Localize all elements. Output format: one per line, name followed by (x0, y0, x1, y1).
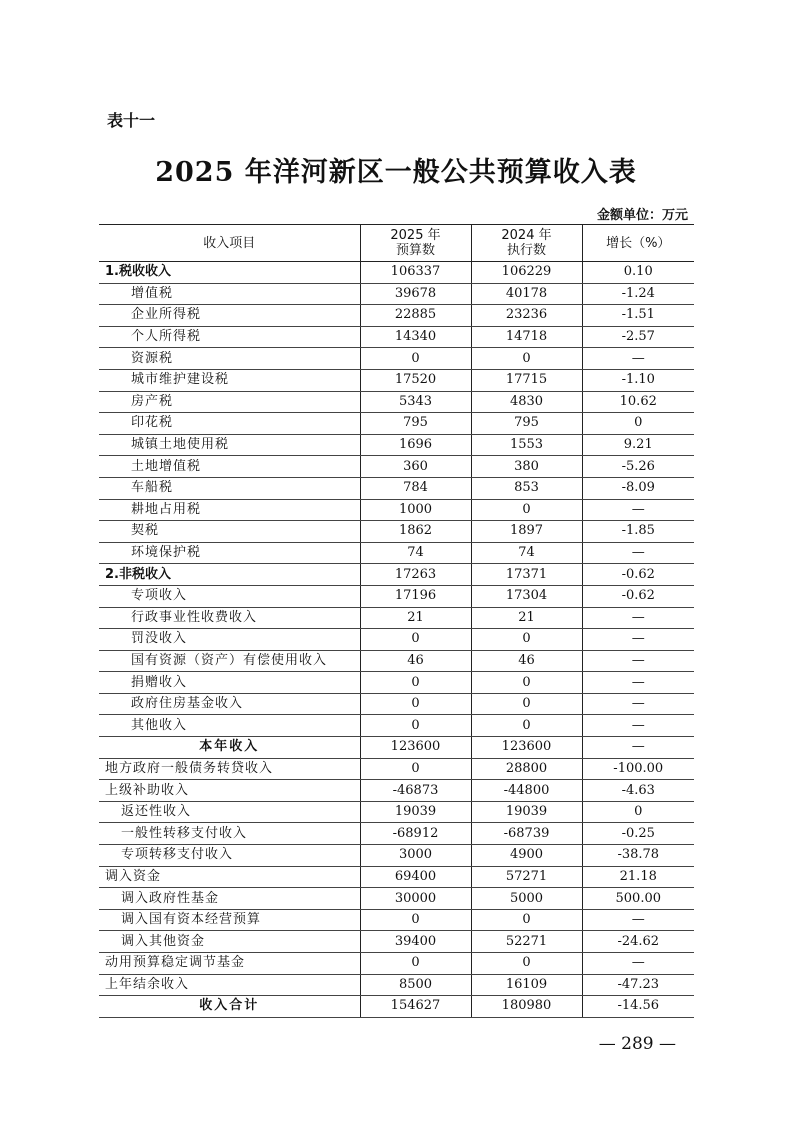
table-row (99, 477, 694, 499)
cell-item: 调入政府性基金 (99, 888, 360, 910)
table-label: 表十一 (107, 111, 156, 130)
cell-actual-2024: 0 (471, 715, 582, 737)
cell-budget-2025: 154627 (360, 996, 471, 1018)
table-row (99, 542, 694, 564)
table-row (99, 585, 694, 607)
cell-growth: -0.62 (582, 585, 694, 607)
cell-budget-2025: 1862 (360, 521, 471, 543)
cell-item: 个人所得税 (99, 326, 360, 348)
table-row (99, 607, 694, 629)
table-row (99, 888, 694, 910)
cell-item: 环境保护税 (99, 542, 360, 564)
cell-actual-2024: 16109 (471, 974, 582, 996)
cell-growth: — (582, 499, 694, 521)
cell-item: 1.税收收入 (99, 262, 360, 284)
cell-actual-2024: 380 (471, 456, 582, 478)
cell-item: 上级补助收入 (99, 780, 360, 802)
cell-actual-2024: 0 (471, 629, 582, 651)
cell-item: 专项收入 (99, 585, 360, 607)
cell-actual-2024: 4900 (471, 845, 582, 867)
cell-growth: -5.26 (582, 456, 694, 478)
cell-actual-2024: 28800 (471, 758, 582, 780)
cell-growth: -8.09 (582, 477, 694, 499)
cell-growth: -0.62 (582, 564, 694, 586)
cell-budget-2025: 30000 (360, 888, 471, 910)
cell-actual-2024: 17371 (471, 564, 582, 586)
document-title: 2025 年洋河新区一般公共预算收入表 (155, 157, 637, 188)
cell-budget-2025: 17520 (360, 369, 471, 391)
table-row (99, 780, 694, 802)
cell-item: 土地增值税 (99, 456, 360, 478)
cell-budget-2025: 5343 (360, 391, 471, 413)
cell-budget-2025: 14340 (360, 326, 471, 348)
cell-growth: 21.18 (582, 866, 694, 888)
table-body (99, 262, 694, 1018)
cell-growth: -0.25 (582, 823, 694, 845)
cell-actual-2024: 46 (471, 650, 582, 672)
cell-budget-2025: 0 (360, 715, 471, 737)
cell-budget-2025: 795 (360, 413, 471, 435)
table-header-row (99, 225, 694, 262)
cell-actual-2024: 0 (471, 953, 582, 975)
cell-growth: -2.57 (582, 326, 694, 348)
cell-budget-2025: 0 (360, 758, 471, 780)
table-row (99, 909, 694, 931)
table-row (99, 693, 694, 715)
table-row (99, 456, 694, 478)
cell-item: 一般性转移支付收入 (99, 823, 360, 845)
cell-budget-2025: 106337 (360, 262, 471, 284)
cell-actual-2024: 106229 (471, 262, 582, 284)
cell-item: 2.非税收入 (99, 564, 360, 586)
header-item: 收入项目 (99, 225, 360, 262)
table-row (99, 974, 694, 996)
cell-budget-2025: 123600 (360, 737, 471, 759)
table-row (99, 931, 694, 953)
cell-item: 城镇土地使用税 (99, 434, 360, 456)
cell-budget-2025: 21 (360, 607, 471, 629)
cell-actual-2024: 19039 (471, 801, 582, 823)
cell-item: 国有资源（资产）有偿使用收入 (99, 650, 360, 672)
cell-item: 调入国有资本经营预算 (99, 909, 360, 931)
cell-actual-2024: 1553 (471, 434, 582, 456)
cell-growth: -100.00 (582, 758, 694, 780)
revenue-table-container (99, 224, 694, 1018)
cell-actual-2024: 21 (471, 607, 582, 629)
table-row (99, 996, 694, 1018)
cell-growth: 500.00 (582, 888, 694, 910)
cell-item: 上年结余收入 (99, 974, 360, 996)
table-row (99, 369, 694, 391)
header-actual-2024-line1: 2024 年 (501, 228, 552, 243)
cell-budget-2025: 1000 (360, 499, 471, 521)
header-budget-2025-line1: 2025 年 (390, 228, 441, 243)
cell-actual-2024: 0 (471, 909, 582, 931)
cell-budget-2025: 0 (360, 953, 471, 975)
cell-budget-2025: 46 (360, 650, 471, 672)
table-row (99, 845, 694, 867)
cell-item: 专项转移支付收入 (99, 845, 360, 867)
cell-growth: — (582, 607, 694, 629)
cell-item: 车船税 (99, 477, 360, 499)
cell-budget-2025: -68912 (360, 823, 471, 845)
cell-budget-2025: 39678 (360, 283, 471, 305)
cell-actual-2024: 795 (471, 413, 582, 435)
cell-growth: — (582, 693, 694, 715)
cell-actual-2024: 17715 (471, 369, 582, 391)
cell-budget-2025: 19039 (360, 801, 471, 823)
cell-growth: — (582, 909, 694, 931)
cell-item: 返还性收入 (99, 801, 360, 823)
cell-growth: — (582, 629, 694, 651)
cell-growth: -1.51 (582, 305, 694, 327)
cell-budget-2025: 17196 (360, 585, 471, 607)
cell-item: 动用预算稳定调节基金 (99, 953, 360, 975)
cell-budget-2025: 17263 (360, 564, 471, 586)
cell-growth: -38.78 (582, 845, 694, 867)
cell-growth: — (582, 953, 694, 975)
unit-note: 金额单位：万元 (596, 208, 688, 223)
cell-growth: -1.10 (582, 369, 694, 391)
table-row (99, 715, 694, 737)
table-row (99, 866, 694, 888)
cell-actual-2024: 123600 (471, 737, 582, 759)
table-row (99, 758, 694, 780)
cell-item: 地方政府一般债务转贷收入 (99, 758, 360, 780)
table-row (99, 521, 694, 543)
table-row (99, 564, 694, 586)
cell-budget-2025: 22885 (360, 305, 471, 327)
cell-budget-2025: 69400 (360, 866, 471, 888)
table-row (99, 348, 694, 370)
cell-actual-2024: 0 (471, 348, 582, 370)
cell-item: 增值税 (99, 283, 360, 305)
cell-budget-2025: 74 (360, 542, 471, 564)
cell-growth: 0 (582, 801, 694, 823)
cell-item: 捐赠收入 (99, 672, 360, 694)
cell-item: 本年收入 (99, 737, 360, 759)
table-row (99, 413, 694, 435)
cell-budget-2025: 0 (360, 693, 471, 715)
cell-growth: -1.24 (582, 283, 694, 305)
header-actual-2024 (471, 225, 582, 262)
cell-budget-2025: 0 (360, 672, 471, 694)
cell-actual-2024: 74 (471, 542, 582, 564)
cell-actual-2024: 0 (471, 499, 582, 521)
table-row (99, 434, 694, 456)
cell-actual-2024: -68739 (471, 823, 582, 845)
cell-actual-2024: 4830 (471, 391, 582, 413)
cell-actual-2024: 40178 (471, 283, 582, 305)
cell-item: 资源税 (99, 348, 360, 370)
cell-growth: -1.85 (582, 521, 694, 543)
table-row (99, 650, 694, 672)
cell-actual-2024: 1897 (471, 521, 582, 543)
cell-growth: — (582, 672, 694, 694)
cell-growth: 0 (582, 413, 694, 435)
table-row (99, 823, 694, 845)
table-row (99, 499, 694, 521)
cell-growth: — (582, 715, 694, 737)
cell-item: 其他收入 (99, 715, 360, 737)
cell-budget-2025: 8500 (360, 974, 471, 996)
cell-actual-2024: 17304 (471, 585, 582, 607)
cell-budget-2025: 784 (360, 477, 471, 499)
cell-actual-2024: 23236 (471, 305, 582, 327)
cell-budget-2025: 0 (360, 348, 471, 370)
cell-item: 调入其他资金 (99, 931, 360, 953)
cell-item: 房产税 (99, 391, 360, 413)
cell-item: 企业所得税 (99, 305, 360, 327)
cell-growth: — (582, 650, 694, 672)
cell-budget-2025: 0 (360, 629, 471, 651)
cell-item: 印花税 (99, 413, 360, 435)
cell-actual-2024: 0 (471, 693, 582, 715)
page-number: — 289 — (598, 1034, 676, 1054)
revenue-table (99, 224, 694, 1018)
cell-item: 罚没收入 (99, 629, 360, 651)
table-row (99, 391, 694, 413)
cell-growth: -47.23 (582, 974, 694, 996)
cell-budget-2025: -46873 (360, 780, 471, 802)
cell-actual-2024: 5000 (471, 888, 582, 910)
cell-item: 契税 (99, 521, 360, 543)
table-row (99, 262, 694, 284)
cell-item: 政府住房基金收入 (99, 693, 360, 715)
cell-growth: -4.63 (582, 780, 694, 802)
cell-item: 收入合计 (99, 996, 360, 1018)
table-row (99, 737, 694, 759)
cell-growth: 10.62 (582, 391, 694, 413)
table-row (99, 801, 694, 823)
cell-item: 耕地占用税 (99, 499, 360, 521)
cell-actual-2024: 180980 (471, 996, 582, 1018)
cell-growth: — (582, 737, 694, 759)
cell-item: 城市维护建设税 (99, 369, 360, 391)
cell-growth: 9.21 (582, 434, 694, 456)
cell-actual-2024: 853 (471, 477, 582, 499)
cell-item: 调入资金 (99, 866, 360, 888)
cell-budget-2025: 39400 (360, 931, 471, 953)
header-budget-2025-line2: 预算数 (395, 243, 435, 258)
table-row (99, 672, 694, 694)
cell-actual-2024: 52271 (471, 931, 582, 953)
cell-growth: 0.10 (582, 262, 694, 284)
header-growth: 增长（%） (582, 225, 694, 262)
cell-growth: -24.62 (582, 931, 694, 953)
table-row (99, 953, 694, 975)
table-row (99, 326, 694, 348)
cell-item: 行政事业性收费收入 (99, 607, 360, 629)
cell-actual-2024: 14718 (471, 326, 582, 348)
header-budget-2025 (360, 225, 471, 262)
cell-budget-2025: 360 (360, 456, 471, 478)
header-actual-2024-line2: 执行数 (506, 243, 546, 258)
cell-growth: — (582, 348, 694, 370)
cell-actual-2024: -44800 (471, 780, 582, 802)
cell-growth: — (582, 542, 694, 564)
cell-growth: -14.56 (582, 996, 694, 1018)
cell-budget-2025: 3000 (360, 845, 471, 867)
table-row (99, 629, 694, 651)
cell-budget-2025: 0 (360, 909, 471, 931)
table-row (99, 305, 694, 327)
cell-actual-2024: 57271 (471, 866, 582, 888)
cell-budget-2025: 1696 (360, 434, 471, 456)
table-row (99, 283, 694, 305)
cell-actual-2024: 0 (471, 672, 582, 694)
